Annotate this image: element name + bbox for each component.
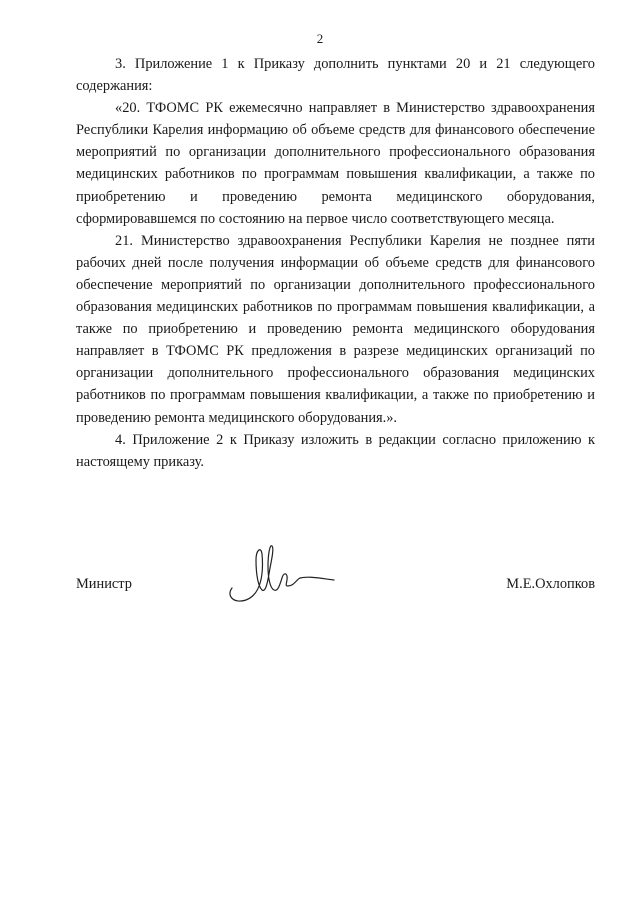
handwritten-signature-icon [222, 540, 342, 606]
paragraph-item-3: 3. Приложение 1 к Приказу дополнить пунктами 20 и 21 следующего содержания: [76, 56, 595, 95]
signature-block [76, 540, 595, 610]
page-number: 2 [316, 31, 324, 46]
paragraph-point-21: 21. Министерство здравоохранения Республики Карелия не позднее пяти рабочих дней после получения информации об объеме средств для финансового обеспечение мероприятий по организации дополнительного профессионального образования медицинских работников по программам повышения квалификации, а также по приобретению и проведению ремонта медицинского оборудования направляет в ТФОМС РК предложения в разрезе медицинских организаций по организации дополнительного профессионального образования медицинских работников по программам повышения квалификации, а также по приобретению и проведению ремонта медицинского оборудования.». [76, 232, 595, 426]
document-body [76, 53, 595, 473]
paragraph-item-4: 4. Приложение 2 к Приказу изложить в редакции согласно приложению к настоящему приказу. [76, 431, 595, 470]
signatory-name: М.Е.Охлопков [506, 576, 595, 592]
signatory-position: Министр [76, 576, 132, 592]
paragraph-point-20: «20. ТФОМС РК ежемесячно направляет в Министерство здравоохранения Республики Карелия информацию об объеме средств для финансового обеспечение мероприятий по организации дополнительного профессионального образования медицинских работников по программам повышения квалификации, а также по приобретению и проведению ремонта медицинского оборудования, сформировавшемся по состоянию на первое число соответствующего месяца. [76, 100, 595, 227]
